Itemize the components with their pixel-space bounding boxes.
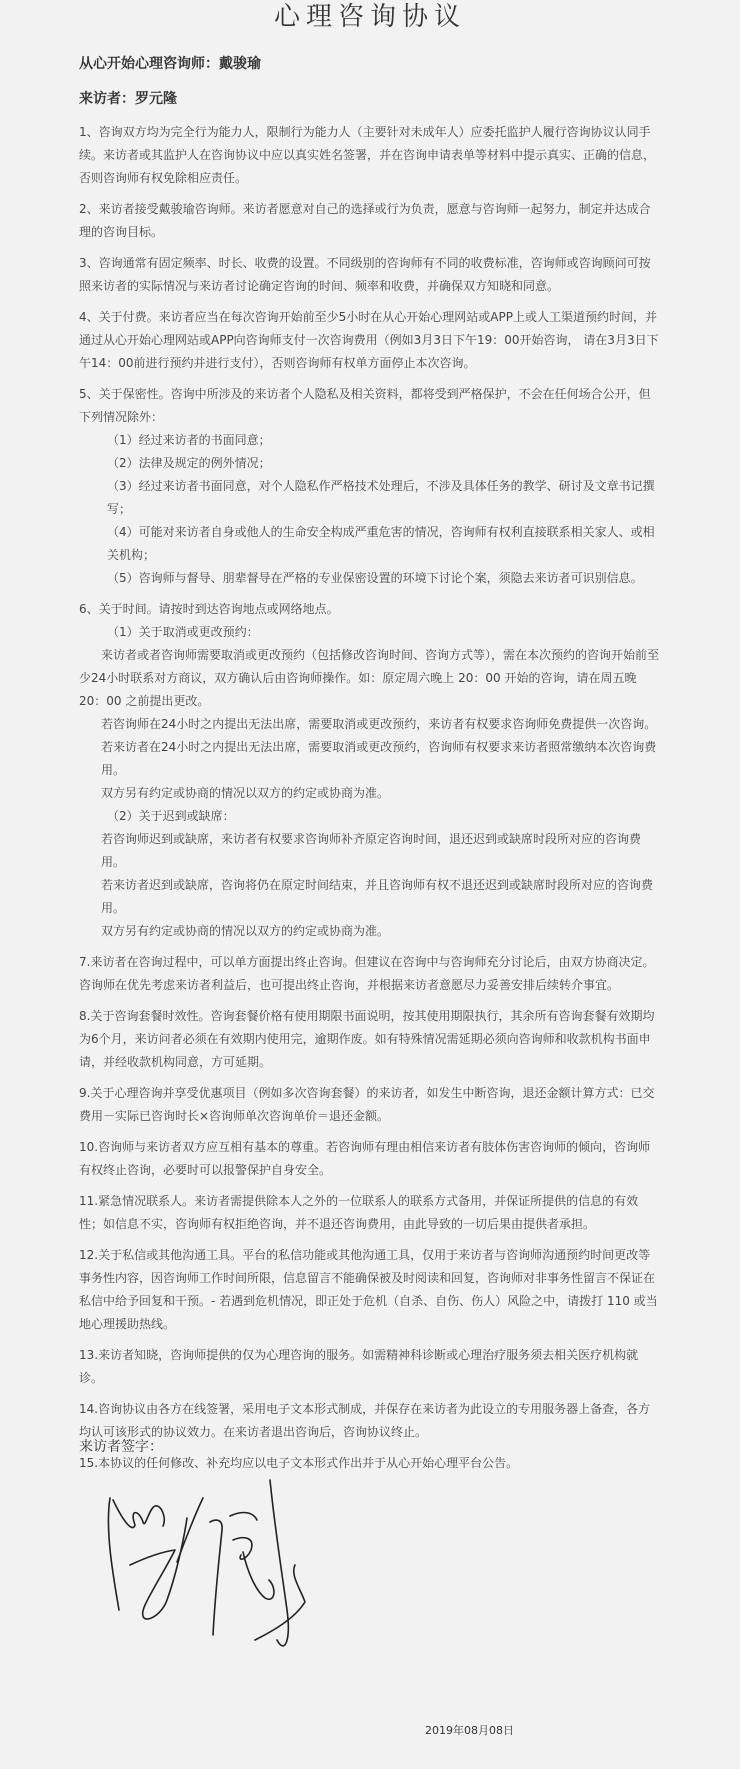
clause-1: 1、咨询双方均为完全行为能力人，限制行为能力人（主要针对未成年人）应委托监护人履行咨询协议认同手续。来访者或其监护人在咨询协议中应以真实姓名签署，并在咨询申请表单等材料中提示真实、正确的信息，否则咨询师有权免除相应责任。 (79, 125, 656, 185)
clause-2: 2、来访者接受戴骏瑜咨询师。来访者愿意对自己的选择或行为负责，愿意与咨询师一起努力，制定并达成合理的咨询目标。 (79, 202, 651, 239)
clause-3: 3、咨询通常有固定频率、时长、收费的设置。不同级别的咨询师有不同的收费标准，咨询师或咨询顾问可按照来访者的实际情况与来访者讨论确定咨询的时间、频率和收费，并确保双方知晓和同意。 (79, 256, 651, 293)
clause-6-text: 双方另有约定或协商的情况以双方的约定或协商为准。 (101, 786, 390, 800)
clause-5-item: （3）经过来访者书面同意，对个人隐私作严格技术处理后，不涉及具体任务的教学、研讨及文章书记撰写； (107, 479, 655, 516)
clause-13: 13.来访者知晓，咨询师提供的仅为心理咨询的服务。如需精神科诊断或心理治疗服务须去相关医疗机构就诊。 (79, 1348, 639, 1385)
clause-6-text: 若咨询师在24小时之内提出无法出席，需要取消或更改预约，来访者有权要求咨询师免费提供一次咨询。 (101, 717, 657, 731)
clause-8: 8.关于咨询套餐时效性。咨询套餐价格有使用期限书面说明，按其使用期限执行，其余所有咨询套餐有效期均为6个月，来访问者必须在有效期内使用完，逾期作废。如有特殊情况需延期必须向咨询师和收款机构书面申请，并经收款机构同意，方可延期。 (79, 1009, 655, 1069)
agreement-body (79, 121, 660, 1483)
clause-5-item: （5）咨询师与督导、朋辈督导在严格的专业保密设置的环境下讨论个案，须隐去来访者可识别信息。 (107, 571, 643, 585)
clause-5-item: （4）可能对来访者自身或他人的生命安全构成严重危害的情况，咨询师有权利直接联系相关家人、或相关机构； (107, 525, 655, 562)
clause-10: 10.咨询师与来访者双方应互相有基本的尊重。若咨询师有理由相信来访者有肢体伤害咨询师的倾向，咨询师有权终止咨询，必要时可以报警保护自身安全。 (79, 1140, 651, 1177)
clause-6: 6、关于时间。请按时到达咨询地点或网络地点。 (79, 602, 339, 616)
clause-4: 4、关于付费。来访者应当在每次咨询开始前至少5小时在从心开始心理网站或APP上或人工渠道预约时间，并通过从心开始心理网站或APP向咨询师支付一次咨询费用（例如3月3日下午19：00开始咨询， 请在3月3日下午14：00前进行预约并进行支付），否则咨询师有权单方面停止本次咨询。 (79, 310, 659, 370)
signature-label: 来访者签字： (79, 1439, 163, 1455)
clause-5-item: （1）经过来访者的书面同意； (107, 433, 271, 447)
counselor-line: 从心开始心理咨询师：戴骏瑜 (79, 56, 261, 72)
clause-5: 5、关于保密性。咨询中所涉及的来访者个人隐私及相关资料，都将受到严格保护，不会在任何场合公开，但下列情况除外： (79, 387, 651, 424)
clause-15: 15.本协议的任何修改、补充均应以电子文本形式作出并于从心开始心理平台公告。 (79, 1456, 519, 1470)
clause-6-text: 若来访者迟到或缺席，咨询将仍在原定时间结束，并且咨询师有权不退还迟到或缺席时段所对应的咨询费用。 (101, 878, 654, 915)
clause-12: 12.关于私信或其他沟通工具。平台的私信功能或其他沟通工具，仅用于来访者与咨询师沟通预约时间更改等事务性内容，因咨询师工作时间所限，信息留言不能确保被及时阅读和回复，咨询师对非事务性留言不保证在私信中给予回复和干预。- 若遇到危机情况，即正处于危机（自杀、自伤、伤人）风险之中，请拨打 110 或当地心理援助热线。 (79, 1248, 658, 1331)
clause-6-subheading: （2）关于迟到或缺席： (107, 809, 235, 823)
clause-7: 7.来访者在咨询过程中，可以单方面提出终止咨询。但建议在咨询中与咨询师充分讨论后，由双方协商决定。咨询师在优先考虑来访者利益后，也可提出终止咨询，并根据来访者意愿尽力妥善安排后续转介事宜。 (79, 955, 655, 992)
document-title: 心理咨询协议 (273, 2, 466, 32)
clause-6-text: 来访者或者咨询师需要取消或更改预约（包括修改咨询时间、咨询方式等），需在本次预约的咨询开始前至少24小时联系对方商议，双方确认后由咨询师操作。如：原定周六晚上 20：00 开始的咨询，请在周五晚 20：00 之前提出更改。 (79, 648, 660, 708)
clause-6-text: 双方另有约定或协商的情况以双方的约定或协商为准。 (101, 924, 390, 938)
signing-date: 2019年08月08日 (425, 1724, 514, 1737)
clause-6-subheading: （1）关于取消或更改预约： (107, 625, 259, 639)
handwritten-signature (105, 1470, 335, 1670)
client-line: 来访者：罗元隆 (79, 91, 177, 107)
clause-6-text: 若来访者在24小时之内提出无法出席，需要取消或更改预约，咨询师有权要求来访者照常缴纳本次咨询费用。 (101, 740, 657, 777)
clause-11: 11.紧急情况联系人。来访者需提供除本人之外的一位联系人的联系方式备用，并保证所提供的信息的有效性；如信息不实，咨询师有权拒绝咨询，并不退还咨询费用，由此导致的一切后果由提供者承担。 (79, 1194, 639, 1231)
clause-14: 14.咨询协议由各方在线签署，采用电子文本形式制成，并保存在来访者为此设立的专用服务器上备查，各方均认可该形式的协议效力。在来访者退出咨询后，咨询协议终止。 (79, 1402, 651, 1439)
clause-9: 9.关于心理咨询并享受优惠项目（例如多次咨询套餐）的来访者，如发生中断咨询，退还金额计算方式：已交费用－实际已咨询时长×咨询师单次咨询单价＝退还金额。 (79, 1086, 655, 1123)
clause-6-text: 若咨询师迟到或缺席，来访者有权要求咨询师补齐原定咨询时间，退还迟到或缺席时段所对应的咨询费用。 (101, 832, 642, 869)
clause-5-item: （2）法律及规定的例外情况； (107, 456, 271, 470)
